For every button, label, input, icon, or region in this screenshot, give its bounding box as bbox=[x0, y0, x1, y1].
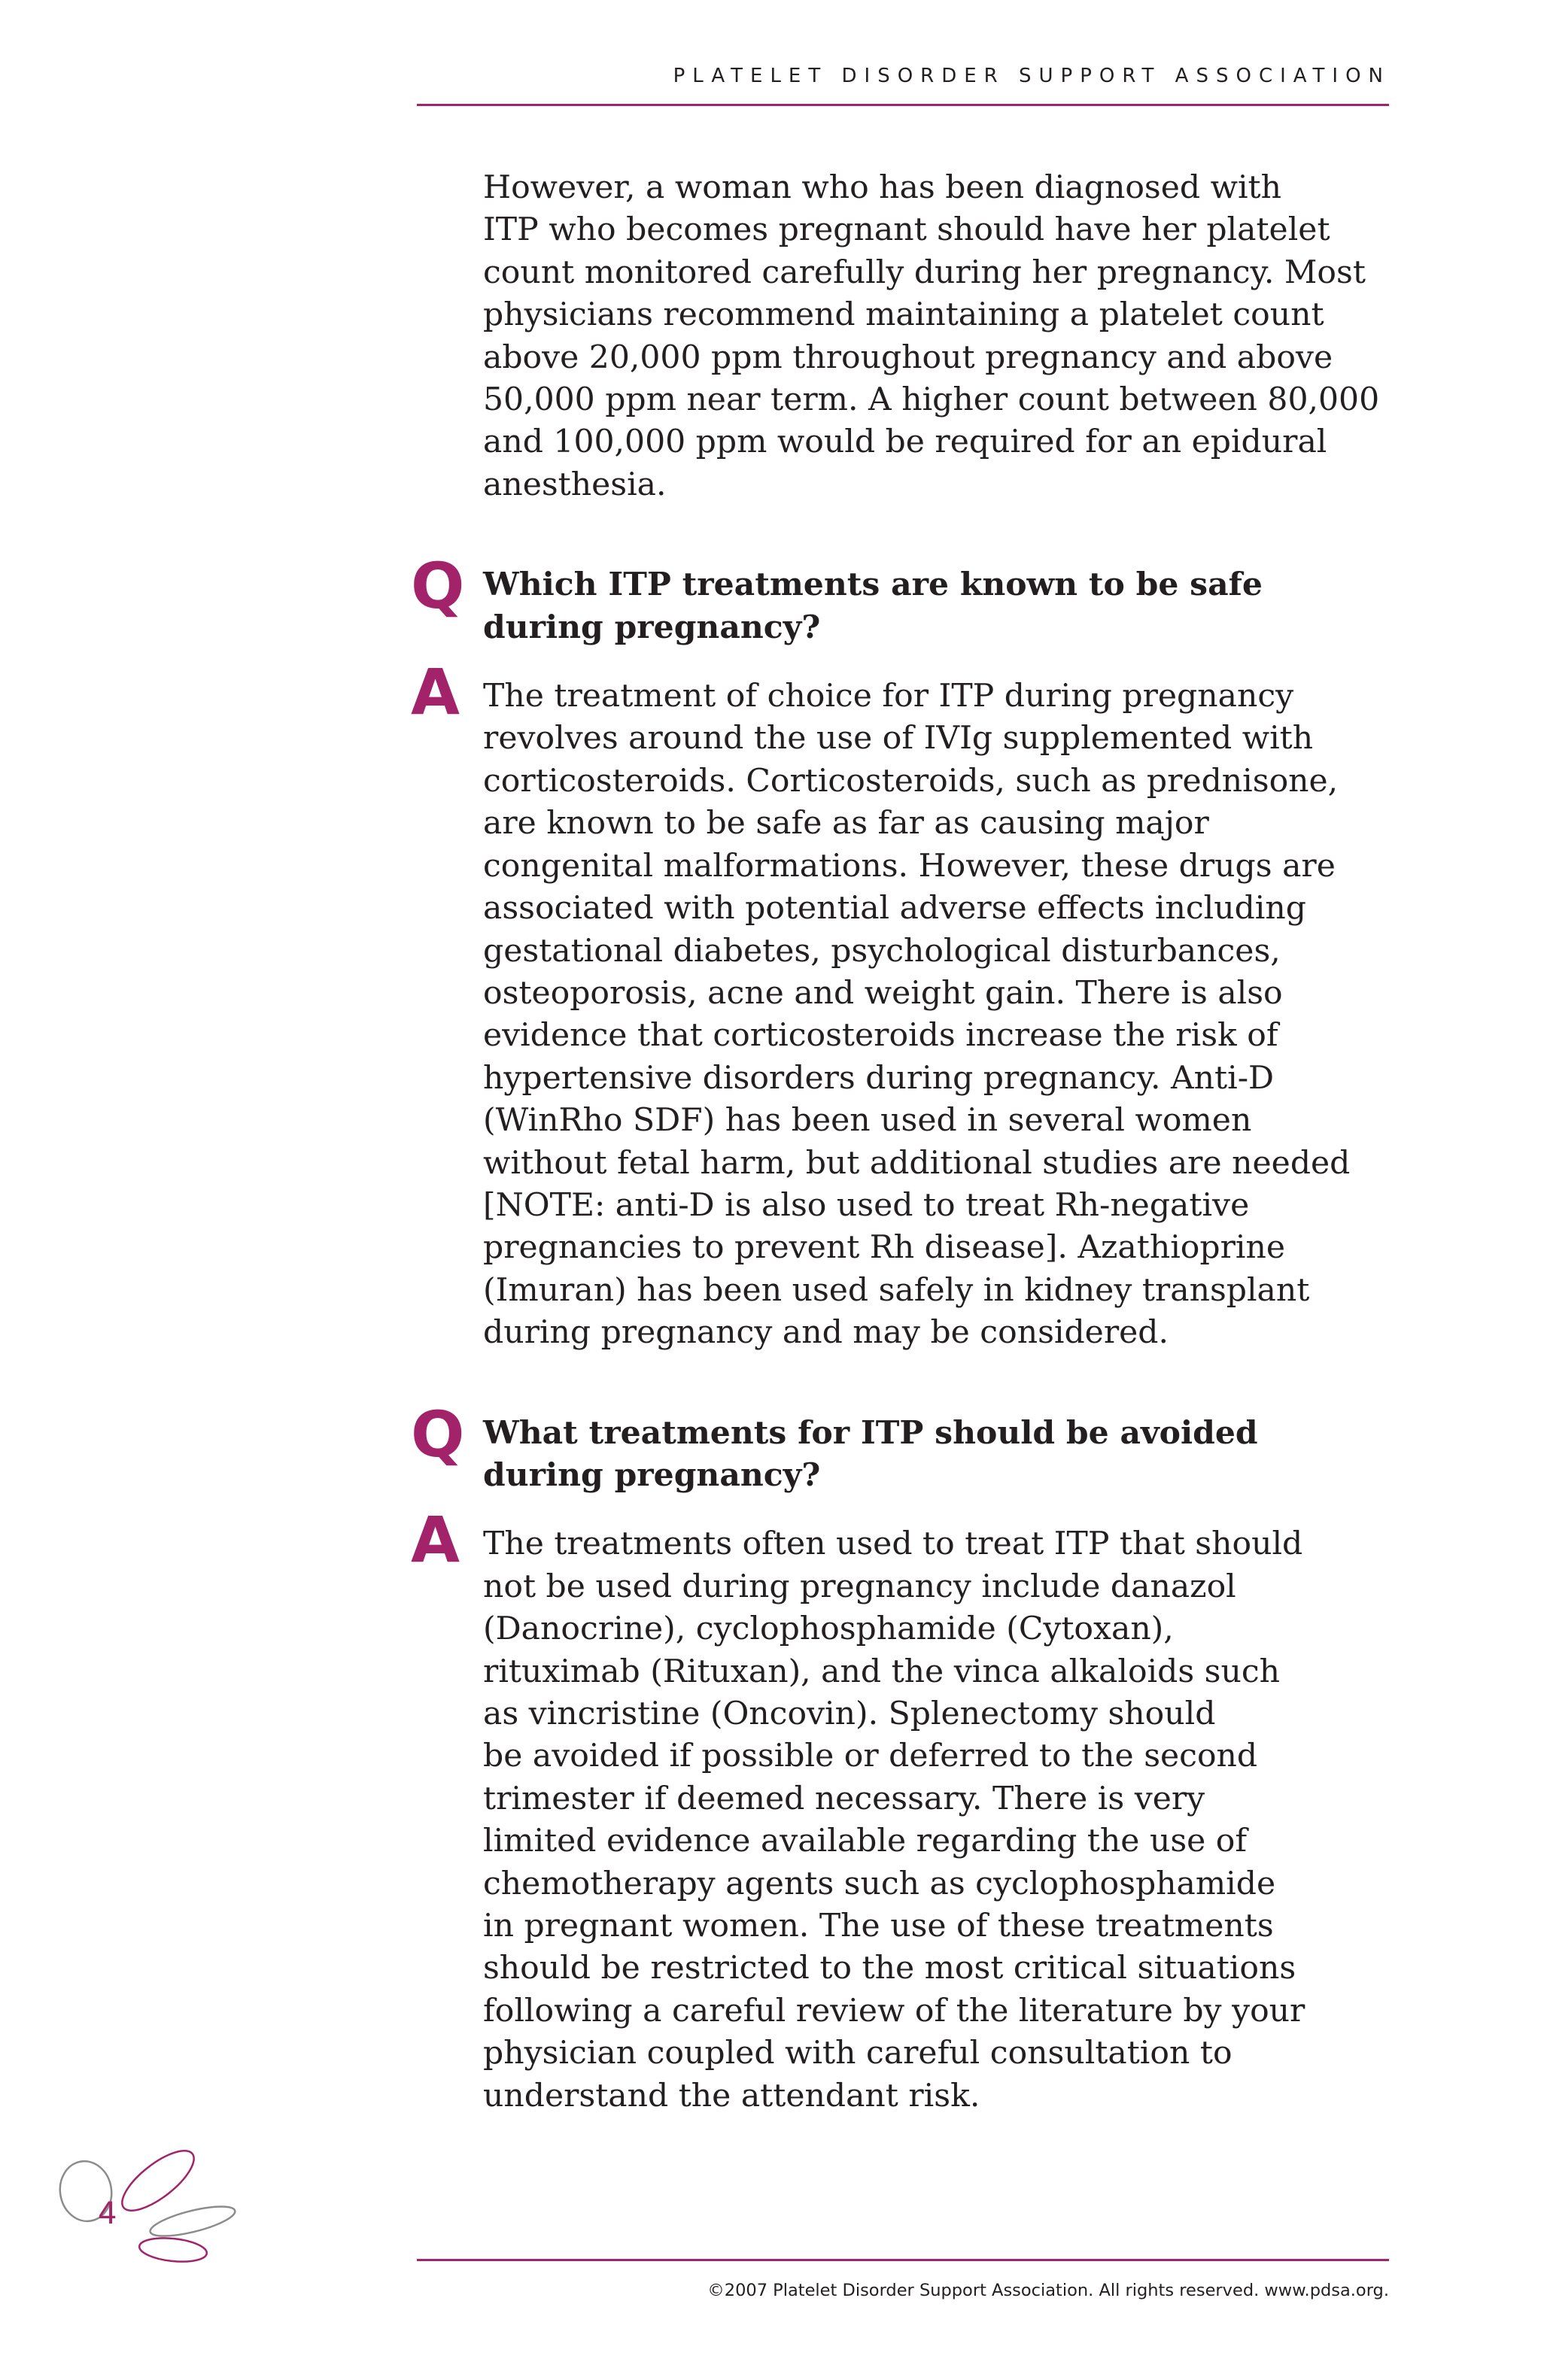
main-content bbox=[411, 167, 1386, 2117]
footer-copyright: ©2007 Platelet Disorder Support Association. All rights reserved. www.pdsa.org. bbox=[707, 2281, 1389, 2300]
answer-text: The treatments often used to treat ITP that should not be used during pregnancy include danazol (Danocrine), cyclophosphamide (Cytoxan), rituximab (Rituxan), and the vinca alkaloids such as vincristine (Oncovin). Splenectomy should be avoided if possible or deferred to the second trimester if deemed necessary. There is very limited evidence available regarding the use of chemotherapy agents such as cyclophosphamide in pregnant women. The use of these treatments should be restricted to the most critical situations following a careful review of the literature by your physician coupled with careful consultation to understand the attendant risk. bbox=[483, 1525, 1305, 2114]
footer-rule bbox=[417, 2259, 1389, 2261]
petals-logo-icon bbox=[45, 2148, 256, 2290]
question-text: Which ITP treatments are known to be safe during pregnancy? bbox=[483, 566, 1263, 646]
answer-marker: A bbox=[411, 655, 460, 730]
intro-paragraph: However, a woman who has been diagnosed with ITP who becomes pregnant should have her platelet count monitored carefully during her pregnancy. Most physicians recommend maintaining a platelet count above 20,000 ppm throughout pregnancy and above 50,000 ppm near term. A higher count between 80,000 and 100,000 ppm would be required for an epidural anesthesia. bbox=[483, 169, 1380, 503]
header-rule bbox=[417, 104, 1389, 106]
question-marker: Q bbox=[411, 1397, 465, 1471]
answer-block-2 bbox=[411, 1503, 1386, 2117]
answer-block-1 bbox=[411, 655, 1386, 1355]
question-block-1 bbox=[411, 549, 1386, 648]
page-number: 4 bbox=[98, 2196, 117, 2231]
answer-marker: A bbox=[411, 1503, 460, 1577]
header-organization: PLATELET DISORDER SUPPORT ASSOCIATION bbox=[673, 65, 1391, 87]
question-marker: Q bbox=[411, 549, 465, 624]
answer-text: The treatment of choice for ITP during pregnancy revolves around the use of IVIg supplemented with corticosteroids. Corticosteroids, such as prednisone, are known to be safe as far as causing major congenital malformations. However, these drugs are associated with potential adverse effects including gestational diabetes, psychological disturbances, osteoporosis, acne and weight gain. There is also evidence that corticosteroids increase the risk of hypertensive disorders during pregnancy. Anti-D (WinRho SDF) has been used in several women without fetal harm, but additional studies are needed [NOTE: anti-D is also used to treat Rh-negative pregnancies to prevent Rh disease]. Azathioprine (Imuran) has been used safely in kidney transplant during pregnancy and may be considered. bbox=[483, 678, 1351, 1352]
question-block-2 bbox=[411, 1397, 1386, 1497]
question-text: What treatments for ITP should be avoided during pregnancy? bbox=[483, 1413, 1258, 1494]
